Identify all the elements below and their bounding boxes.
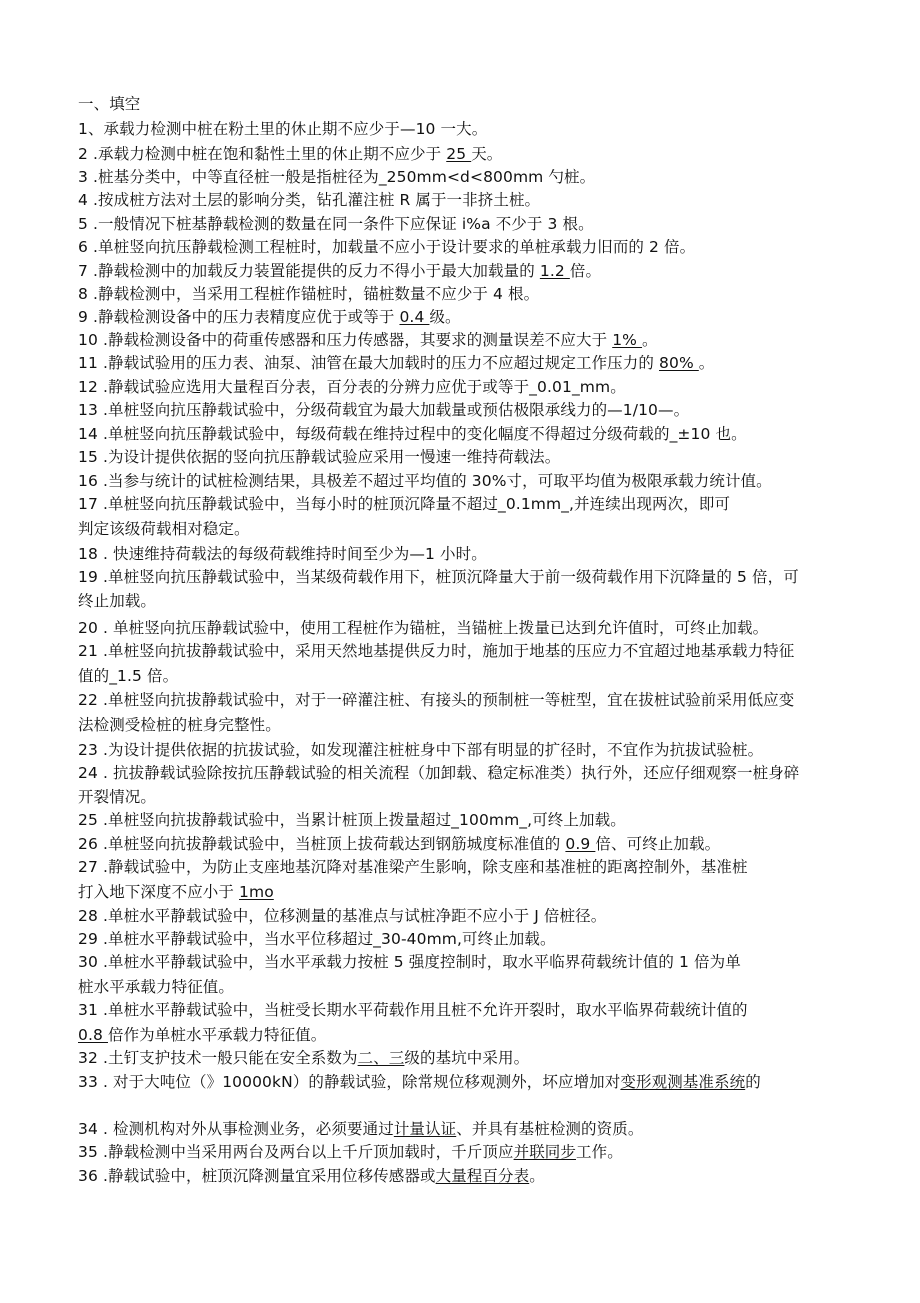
text-segment: 27 .静载试验中，为防止支座地基沉降对基准梁产生影响，除支座和基准桩的距离控制外，基准桩 [78,858,748,876]
text-line [78,1141,893,1163]
text-line [78,166,893,188]
underlined-answer: 大量程百分表 [435,1167,530,1185]
underlined-answer: 二、三 [357,1049,405,1067]
text-segment: 7 .静载检测中的加载反力装置能提供的反力不得小于最大加载量的 [78,262,540,280]
text-line [78,739,893,761]
text-segment: 、并具有基桩检测的资质。 [456,1120,644,1138]
text-line [78,566,893,588]
text-segment: 。 [529,1167,545,1185]
text-segment: 24 . 抗拔静载试验除按抗压静载试验的相关流程（加卸载、稳定标准类）执行外，还应仔细观察一桩身碎 [78,764,800,782]
underlined-answer: 计量认证 [393,1120,457,1138]
text-segment: 倍。 [569,262,602,280]
text-line [78,1024,893,1046]
text-line [78,856,893,878]
text-segment: 18 . 快速维持荷载法的每级荷载维持时间至少为—1 小时。 [78,545,487,563]
text-segment: 开裂情况。 [78,788,157,806]
text-segment: 8 .静载检测中，当采用工程桩作锚桩时，锚桩数量不应少于 4 根。 [78,285,540,303]
text-line [78,493,893,515]
text-segment: 16 .当参与统计的试桩检测结果，具极差不超过平均值的 30%寸，可取平均值为极限承载力统计值。 [78,472,772,490]
text-segment: 9 .静载检测设备中的压力表精度应优于或等于 [78,308,400,326]
text-line [78,213,893,235]
text-line [78,236,893,258]
text-segment: 17 .单桩竖向抗压静载试验中，当每小时的桩顶沉降量不超过_0.1mm_,并连续出现两次，即可 [78,495,731,513]
underlined-answer: 变形观测基准系统 [620,1073,746,1091]
text-line [78,809,893,831]
text-segment: 12 .静载试验应选用大量程百分表，百分表的分辨力应优于或等于_0.01_mm。 [78,378,626,396]
text-line [78,833,893,855]
text-line [78,881,893,903]
text-line [78,1071,893,1093]
text-segment: 6 .单桩竖向抗压静载检测工程桩时，加载量不应小于设计要求的单桩承载力旧而的 2 倍。 [78,238,696,256]
text-segment: 。 [698,354,715,372]
text-line [78,423,893,445]
text-segment: 。 [642,331,658,349]
text-segment: 倍、可终止加载。 [595,835,721,853]
text-segment: 10 .静载检测设备中的荷重传感器和压力传感器，其要求的测量误差不应大于 [78,331,613,349]
text-segment: 打入地下深度不应小于 [78,883,240,901]
text-segment: 4 .按成桩方法对土层的影响分类，钻孔灌注桩 R 属于一非挤土桩。 [78,191,541,209]
text-segment: 桩水平承载力特征值。 [78,978,235,996]
text-line [78,905,893,927]
text-line [78,786,893,808]
text-line [78,976,893,998]
text-line [78,762,893,784]
text-segment: 35 .静载检测中当采用两台及两台以上千斤顶加载时，千斤顶应 [78,1143,514,1161]
text-segment: 19 .单桩竖向抗压静载试验中，当某级荷载作用下，桩顶沉降量大于前一级荷载作用下沉降量的 5 倍，可 [78,568,799,586]
underlined-answer: 1mo [239,883,274,901]
text-line [78,399,893,421]
text-segment: 级的基坑中采用。 [404,1049,530,1067]
underlined-answer: 1.2 [539,262,570,280]
text-line [78,714,893,736]
text-segment: 34 . 检测机构对外从事检测业务，必须要通过 [78,1120,394,1138]
text-segment: 3 .桩基分类中，中等直径桩一般是指桩径为_250mm<d<800mm 勺桩。 [78,168,596,186]
text-line [78,283,893,305]
text-line [78,999,893,1021]
text-line [78,306,893,328]
text-line [78,951,893,973]
text-line [78,376,893,398]
text-segment: 15 .为设计提供依据的竖向抗压静载试验应采用一慢速一维持荷载法。 [78,448,561,466]
text-line [78,143,893,165]
text-segment: 32 .土钉支护技术一般只能在安全系数为 [78,1049,358,1067]
text-segment: 23 .为设计提供依据的抗拔试验，如发现灌注桩桩身中下部有明显的扩径时，不宜作为抗拔试验桩。 [78,741,764,759]
text-segment: 26 .单桩竖向抗拔静载试验中，当桩顶上拔荷载达到钢筋城度标准值的 [78,835,566,853]
text-segment: 法检测受检桩的桩身完整性。 [78,716,281,734]
text-segment: 36 .静载试验中，桩顶沉降测量宜采用位移传感器或 [78,1167,436,1185]
text-segment: 终止加载。 [78,592,157,610]
text-segment: 30 .单桩水平静载试验中，当水平承载力按桩 5 强度控制时，取水平临界荷载统计值的 1 倍为单 [78,953,741,971]
underlined-answer: 0.9 [565,835,596,853]
text-line [78,470,893,492]
text-segment: 28 .单桩水平静载试验中，位移测量的基准点与试桩净距不应小于 J 倍桩径。 [78,907,607,925]
text-line [78,590,893,612]
underlined-answer: 0.8 [78,1026,108,1044]
text-segment: 20 . 单桩竖向抗压静载试验中，使用工程桩作为锚桩，当锚桩上拨量已达到允许值时，可终止加载。 [78,619,769,637]
underlined-answer: 0.4 [399,308,430,326]
text-segment: 21 .单桩竖向抗拔静载试验中，采用天然地基提供反力时，施加于地基的压应力不宜超过地基承载力特征 [78,642,795,660]
text-line [78,352,893,374]
text-line [78,689,893,711]
text-segment: 值的_1.5 倍。 [78,667,179,685]
text-segment: 14 .单桩竖向抗压静载试验中，每级荷载在维持过程中的变化幅度不得超过分级荷载的_±10 也。 [78,425,747,443]
text-segment: 31 .单桩水平静载试验中，当桩受长期水平荷载作用且桩不允许开裂时，取水平临界荷载统计值的 [78,1001,748,1019]
text-segment: 25 .单桩竖向抗拔静载试验中，当累计桩顶上拨量超过_100mm_,可终上加载。 [78,811,626,829]
section-heading: 一、填空 [78,95,141,113]
text-line [78,1047,893,1069]
text-segment: 倍作为单桩水平承载力特征值。 [107,1026,327,1044]
underlined-answer: 并联同步 [513,1143,576,1161]
text-line [78,518,893,540]
text-line [78,329,893,351]
text-line [78,1118,893,1140]
text-segment: 13 .单桩竖向抗压静载试验中，分级荷载宜为最大加载量或预估极限承线力的—1/10—。 [78,401,690,419]
text-line [78,665,893,687]
underlined-answer: 1% [612,331,643,349]
text-segment: 1、承载力检测中桩在粉土里的休止期不应少于—10 一大。 [78,120,488,138]
text-segment: 11 .静载试验用的压力表、油泵、油管在最大加载时的压力不应超过规定工作压力的 [78,354,660,372]
text-segment: 22 .单桩竖向抗拔静载试验中，对于一碎灌注桩、有接头的预制桩一等桩型，宜在拔桩试验前采用低应变 [78,691,795,709]
text-line [78,543,893,565]
text-segment: 判定该级荷载相对稳定。 [78,520,250,538]
text-segment: 工作。 [576,1143,623,1161]
text-line [78,1165,893,1187]
text-segment: 29 .单桩水平静载试验中，当水平位移超过_30-40mm,可终止加载。 [78,930,556,948]
underlined-answer: 25 [446,145,472,163]
text-segment: 的 [745,1073,761,1091]
text-segment: 天。 [471,145,503,163]
text-segment: 33 . 对于大吨位（》10000kN）的静载试验，除常规位移观测外，坏应增加对 [78,1073,621,1091]
text-segment: 5 .一般情况下桩基静载检测的数量在同一条件下应保证 i%a 不少于 3 根。 [78,215,594,233]
text-line [78,446,893,468]
text-line [78,617,893,639]
text-segment: 级。 [429,308,461,326]
text-line [78,640,893,662]
text-line [78,928,893,950]
text-line [78,118,893,140]
text-line [78,260,893,282]
text-line [78,189,893,211]
underlined-answer: 80% [659,354,699,372]
text-segment: 2 .承载力检测中桩在饱和黏性土里的休止期不应少于 [78,145,447,163]
